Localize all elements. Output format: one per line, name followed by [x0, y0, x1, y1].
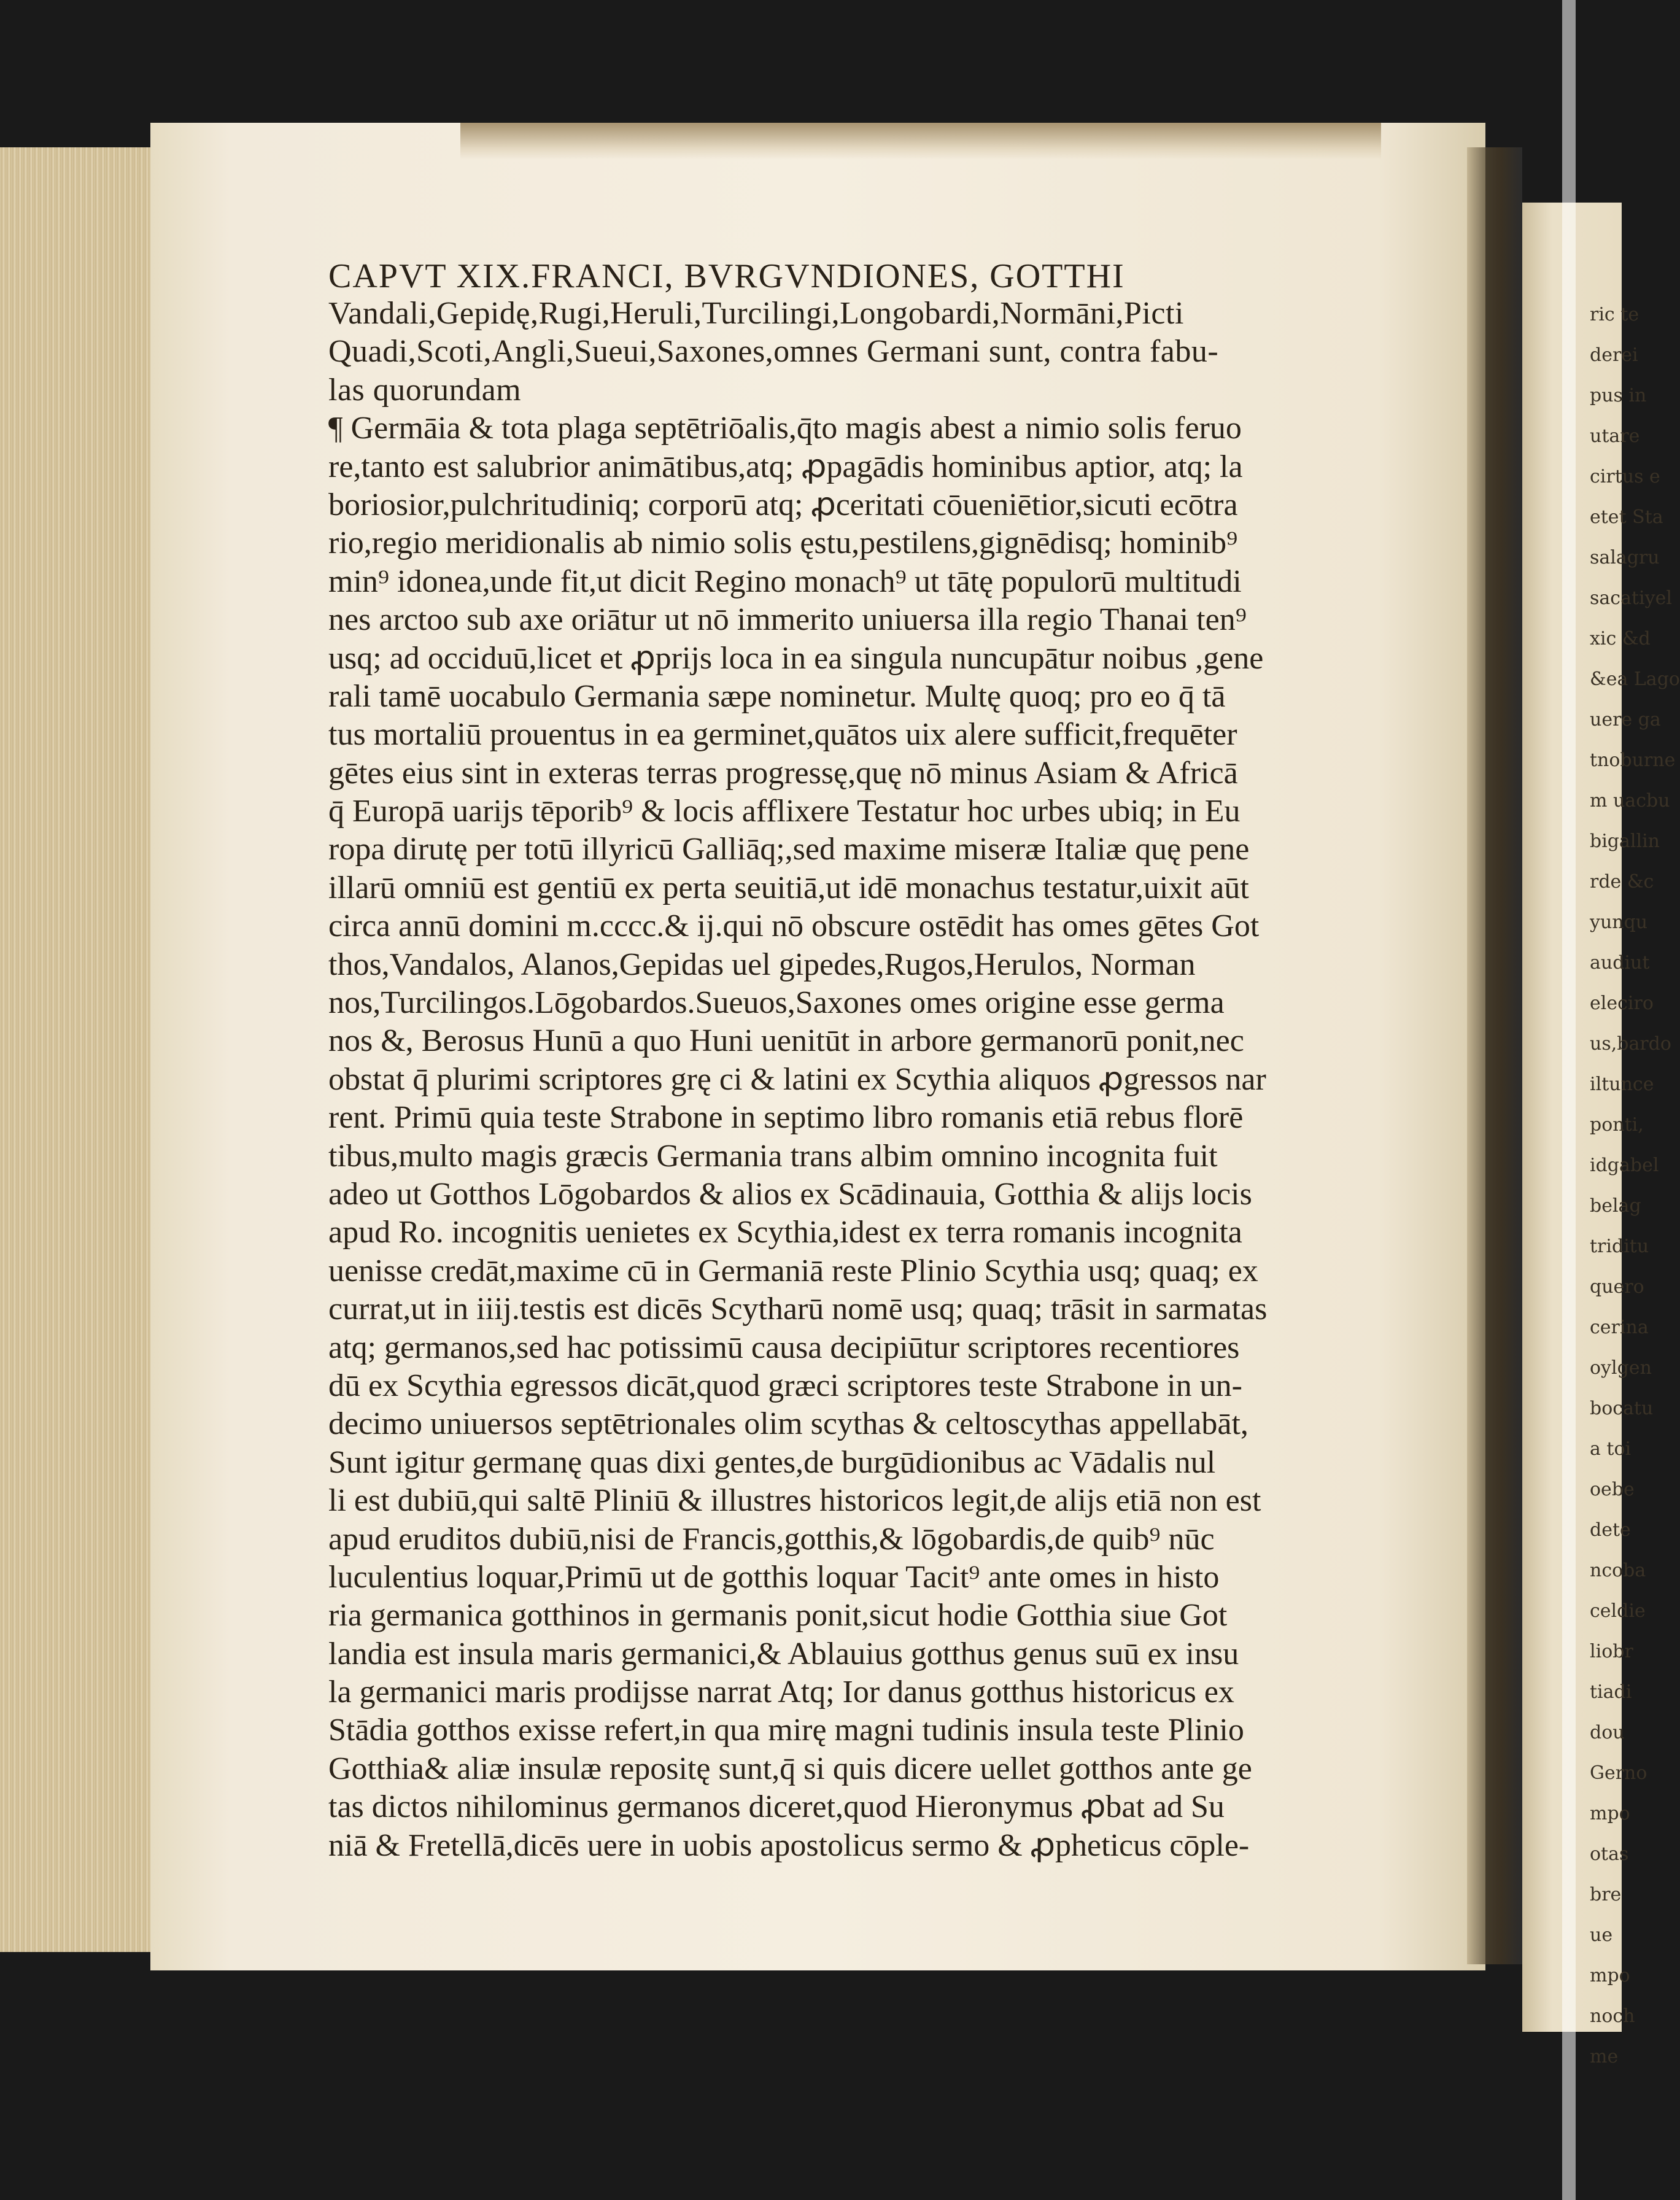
text-line: tibus,multo magis græcis Germania trans albim omnino incognita fuit — [328, 1138, 1218, 1174]
facing-text-fragment: triditu — [1590, 1236, 1649, 1257]
facing-text-fragment: pus in — [1590, 385, 1647, 406]
facing-text-fragment: mpo — [1590, 1803, 1630, 1824]
text-line: nos,Turcilingos.Lōgobardos.Sueuos,Saxones omes origine esse germa — [328, 985, 1225, 1021]
chapter-subheading — [328, 295, 1372, 409]
text-line: tus mortaliū prouentus in ea germinet,quātos uix alere sufficit,frequēter — [328, 717, 1237, 753]
text-line: adeo ut Gotthos Lōgobardos & alios ex Scādinauia, Gotthia & alijs locis — [328, 1176, 1252, 1212]
text-line: rio,regio meridionalis ab nimio solis ęstu,pestilens,gignēdisq; hominib⁹ — [328, 525, 1238, 561]
text-line: atq; germanos,sed hac potissimū causa decipiūtur scriptores recentiores — [328, 1330, 1240, 1365]
facing-text-fragment: oylgen — [1590, 1357, 1652, 1379]
facing-text-fragment: bigallin — [1590, 831, 1660, 852]
text-line: luculentius loquar,Primū ut de gotthis loquar Tacit⁹ ante omes in histo — [328, 1559, 1220, 1595]
text-line: illarū omniū est gentiū ex perta seuitiā,ut idē monachus testatur,uixit aūt — [328, 870, 1249, 905]
facing-text-fragment: &ea Lago — [1590, 668, 1680, 690]
text-line: usq; ad occiduū,licet et ꝓprijs loca in ea singula nuncupātur noibus ,gene — [328, 640, 1264, 676]
text-line: ria germanica gotthinos in germanis ponit,sicut hodie Gotthia siue Got — [328, 1598, 1228, 1633]
text-line: decimo uniuersos septētrionales olim scythas & celtoscythas appellabāt, — [328, 1406, 1248, 1442]
facing-text-fragment: salagru — [1590, 547, 1660, 568]
facing-text-fragment: quero — [1590, 1276, 1644, 1298]
book-page-edges — [0, 147, 155, 1952]
facing-text-fragment: m uacbu — [1590, 790, 1670, 811]
facing-text-fragment: me — [1590, 2046, 1619, 2067]
facing-text-fragment: iltunce — [1590, 1074, 1654, 1095]
facing-text-fragment: uere ga — [1590, 709, 1661, 730]
facing-text-fragment: oebe — [1590, 1479, 1635, 1500]
body-text — [328, 409, 1372, 1865]
text-line: q̄ Europā uarijs tēporib⁹ & locis afflixere Testatur hoc urbes ubiq; in Eu — [328, 794, 1241, 829]
text-line: gētes eius sint in exteras terras progressę,quę nō minus Asiam & Africā — [328, 755, 1238, 791]
facing-text-fragment: yunqu — [1590, 912, 1648, 933]
facing-page-text — [1590, 295, 1680, 2077]
text-line: rali tamē uocabulo Germania sæpe nominetur. Multę quoq; pro eo q̄ tā — [328, 678, 1226, 714]
facing-text-fragment: cerina — [1590, 1317, 1649, 1338]
text-line: ¶ Germāia & tota plaga septētriōalis,q̄to magis abest a nimio solis feruo — [328, 411, 1242, 446]
text-line: thos,Vandalos, Alanos,Gepidas uel gipedes,Rugos,Herulos, Norman — [328, 947, 1196, 982]
text-line: Sunt igitur germanę quas dixi gentes,de burgūdionibus ac Vādalis nul — [328, 1444, 1216, 1480]
facing-text-fragment: sacatiyel — [1590, 587, 1672, 609]
facing-text-fragment: eleciro — [1590, 993, 1654, 1014]
page-stain — [460, 123, 1381, 160]
text-line: min⁹ idonea,unde fit,ut dicit Regino monach⁹ ut tātę populorū multitudi — [328, 564, 1242, 599]
text-line: currat,ut in iiij.testis est dicēs Scytharū nomē usq; quaq; trāsit in sarmatas — [328, 1292, 1268, 1327]
facing-text-fragment: ponti, — [1590, 1114, 1644, 1136]
facing-text-fragment: us,bardo — [1590, 1033, 1671, 1055]
facing-text-fragment: belag — [1590, 1195, 1641, 1217]
facing-text-fragment: Gerno — [1590, 1762, 1647, 1784]
text-line: apud eruditos dubiū,nisi de Francis,gotthis,& lōgobardis,de quib⁹ nūc — [328, 1521, 1215, 1557]
facing-text-fragment: bre — [1590, 1884, 1622, 1905]
facing-text-fragment: utare — [1590, 425, 1640, 447]
subheading-line: Vandali,Gepidę,Rugi,Heruli,Turcilingi,Longobardi,Normāni,Picti — [328, 296, 1184, 331]
facing-text-fragment: dou — [1590, 1722, 1625, 1743]
text-line: tas dictos nihilominus germanos diceret,quod Hieronymus ꝓbat ad Su — [328, 1789, 1225, 1825]
text-block — [328, 258, 1372, 1865]
facing-text-fragment: noch — [1590, 2005, 1635, 2027]
text-line: nes arctoo sub axe oriātur ut nō immerito uniuersa illa regio Thanai ten⁹ — [328, 602, 1247, 638]
facing-text-fragment: bocatu — [1590, 1398, 1654, 1419]
text-line: Stādia gotthos exisse refert,in qua mirę magni tudinis insula teste Plinio — [328, 1713, 1244, 1748]
text-line: Gotthia& aliæ insulæ repositę sunt,q̄ si quis dicere uellet gotthos ante ge — [328, 1751, 1252, 1786]
text-line: ropa dirutę per totū illyricū Galliāq;,sed maxime miseræ Italiæ quę pene — [328, 832, 1250, 867]
facing-text-fragment: idgabel — [1590, 1155, 1659, 1176]
facing-text-fragment: otas — [1590, 1843, 1629, 1865]
facing-text-fragment: tnoburne — [1590, 749, 1676, 771]
page-holder-strip — [1562, 0, 1576, 2200]
facing-text-fragment: a toi — [1590, 1438, 1632, 1460]
facing-text-fragment: tiadi — [1590, 1681, 1632, 1703]
book-gutter — [1467, 147, 1522, 1964]
text-line: circa annū domini m.cccc.& ij.qui nō obscure ostēdit has omes gētes Got — [328, 908, 1260, 944]
text-line: landia est insula maris germanici,& Ablauius gotthus genus suū ex insu — [328, 1636, 1239, 1671]
subheading-line: las quorundam — [328, 372, 522, 408]
text-line: apud Ro. incognitis uenietes ex Scythia,idest ex terra romanis incognita — [328, 1215, 1242, 1250]
text-line: la germanici maris prodijsse narrat Atq; Ior danus gotthus historicus ex — [328, 1675, 1234, 1710]
text-line: nos &, Berosus Hunū a quo Huni uenitūt in arbore germanorū ponit,nec — [328, 1023, 1244, 1059]
text-line: uenisse credāt,maxime cū in Germaniā reste Plinio Scythia usq; quaq; ex — [328, 1253, 1258, 1288]
text-line: dū ex Scythia egressos dicāt,quod græci scriptores teste Strabone in un- — [328, 1368, 1242, 1403]
facing-text-fragment: audiut — [1590, 952, 1650, 974]
text-line: re,tanto est salubrior animātibus,atq; ꝓpagādis hominibus aptior, atq; la — [328, 449, 1243, 484]
text-line: rent. Primū quia teste Strabone in septimo libro romanis etiā rebus florē — [328, 1100, 1244, 1136]
text-line: li est dubiū,qui saltē Pliniū & illustres historicos legit,de alijs etiā non est — [328, 1483, 1261, 1519]
facing-text-fragment: derei — [1590, 344, 1638, 366]
subheading-line: Quadi,Scoti,Angli,Sueui,Saxones,omnes Germani sunt, contra fabu- — [328, 334, 1219, 370]
facing-text-fragment: ue — [1590, 1924, 1613, 1946]
facing-text-fragment: ncoba — [1590, 1560, 1646, 1581]
facing-text-fragment: celdie — [1590, 1600, 1646, 1622]
chapter-heading: CAPVT XIX.FRANCI, BVRGVNDIONES, GOTTHI — [328, 257, 1125, 295]
facing-text-fragment: etet Sta — [1590, 506, 1663, 528]
facing-text-fragment: xic &d — [1590, 628, 1651, 649]
facing-text-fragment: mpo — [1590, 1965, 1630, 1986]
text-line: niā & Fretellā,dicēs uere in uobis apostolicus sermo & ꝓpheticus cōple- — [328, 1827, 1250, 1863]
facing-text-fragment: dete — [1590, 1519, 1631, 1541]
facing-text-fragment: liobr — [1590, 1641, 1633, 1662]
facing-text-fragment: ric te — [1590, 304, 1639, 325]
text-line: boriosior,pulchritudiniq; corporū atq; ꝓceritati cōueniētior,sicuti ecōtra — [328, 487, 1238, 522]
facing-text-fragment: cirtus e — [1590, 466, 1660, 487]
text-line: obstat q̄ plurimi scriptores grę ci & latini ex Scythia aliquos ꝓgressos nar — [328, 1061, 1266, 1097]
facing-text-fragment: rde &c — [1590, 871, 1654, 893]
